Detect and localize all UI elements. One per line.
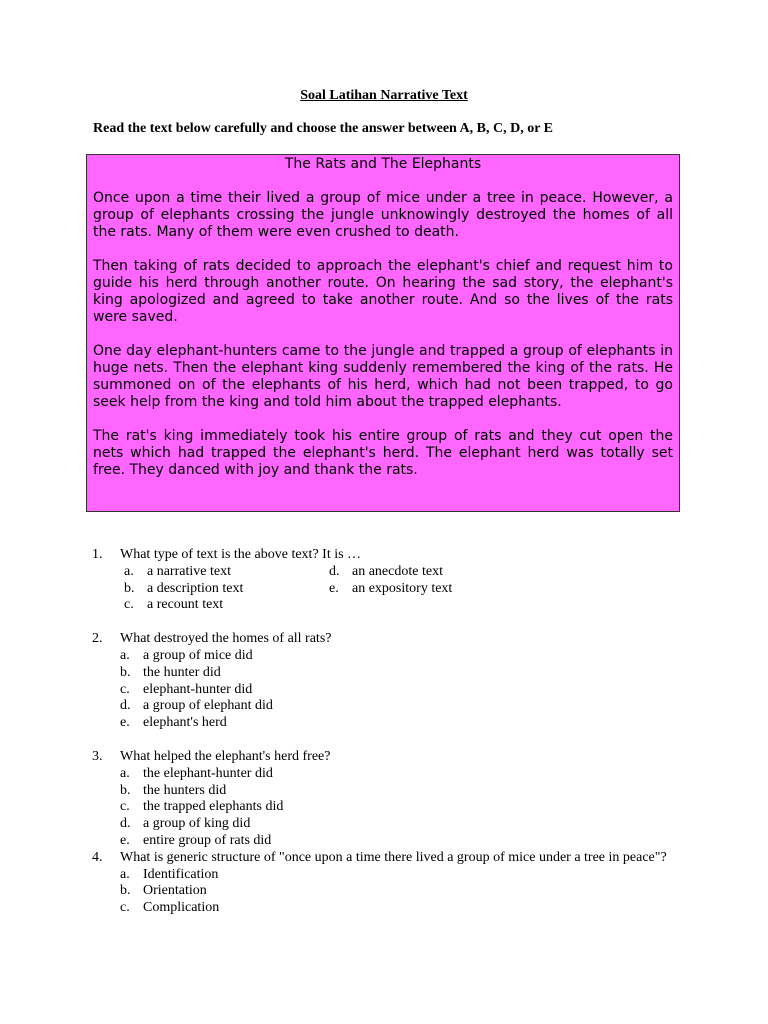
option-text: entire group of rats did [143, 832, 272, 848]
option-letter: d. [120, 816, 131, 832]
answer-option [120, 883, 692, 900]
option-text: a description text [147, 580, 244, 596]
option-text: Identification [143, 866, 219, 882]
option-text: a recount text [147, 597, 224, 613]
answer-option [329, 564, 529, 581]
answer-option [120, 900, 692, 917]
page-title: Soal Latihan Narrative Text [300, 88, 468, 103]
option-letter: a. [120, 866, 130, 882]
option-letter: e. [329, 580, 339, 596]
answer-option [120, 867, 692, 884]
answer-option [120, 799, 692, 816]
option-text: a group of mice did [143, 647, 253, 663]
answer-options [120, 648, 692, 732]
question-text: What is generic structure of "once upon a time there lived a group of mice under a tree in peace"? [120, 849, 667, 865]
answer-option [329, 581, 529, 598]
option-letter: a. [120, 647, 130, 663]
option-letter: d. [329, 563, 340, 579]
question-item [92, 850, 692, 917]
question-number: 1. [92, 547, 103, 562]
answer-option [120, 783, 692, 800]
question-text: What destroyed the homes of all rats? [120, 631, 332, 647]
story-paragraph: One day elephant-hunters came to the jungle and trapped a group of elephants in huge nets. Then the elephant king suddenly remembered the king of the rats. He summoned on of the elephants of his herd, which had not been trapped, to go seek help from the king and told him about the trapped elephants. [93, 343, 673, 410]
question-number: 4. [92, 849, 103, 865]
option-text: a group of elephant did [143, 698, 273, 714]
option-letter: c. [120, 681, 130, 697]
option-letter: e. [120, 715, 130, 731]
question-text: What helped the elephant's herd free? [120, 748, 331, 764]
option-letter: c. [120, 900, 130, 916]
question-item [92, 547, 692, 614]
question-number: 2. [92, 631, 103, 647]
option-text: elephant-hunter did [143, 681, 253, 697]
answer-option [120, 766, 692, 783]
option-text: the elephant-hunter did [143, 765, 273, 781]
option-letter: b. [120, 883, 131, 899]
answer-option [124, 564, 329, 581]
answer-option [124, 581, 329, 598]
instruction-text: Read the text below carefully and choose the answer between A, B, C, D, or E [93, 121, 554, 136]
story-paragraph: Then taking of rats decided to approach the elephant's chief and request him to guide his herd through another route. On hearing the sad story, the elephant's king apologized and agreed to take another route. And so the lives of the rats were saved. [93, 258, 673, 325]
question-number: 3. [92, 748, 103, 764]
option-letter: b. [124, 580, 135, 596]
option-text: the hunter did [143, 664, 221, 680]
option-text: an anecdote text [352, 563, 443, 579]
answer-options [120, 766, 692, 850]
option-letter: b. [120, 664, 131, 680]
option-letter: d. [120, 698, 131, 714]
question-list [92, 547, 692, 917]
option-text: a narrative text [147, 563, 231, 579]
answer-option [124, 597, 329, 614]
option-letter: b. [120, 782, 131, 798]
option-letter: e. [120, 832, 130, 848]
option-letter: c. [124, 597, 134, 613]
question-text: What type of text is the above text? It is … [120, 547, 362, 562]
answer-option [120, 648, 692, 665]
option-letter: a. [120, 765, 130, 781]
option-text: the hunters did [143, 782, 227, 798]
option-letter: c. [120, 799, 130, 815]
option-text: an expository text [352, 580, 453, 596]
answer-options [120, 867, 692, 917]
answer-option [120, 833, 692, 850]
option-letter: a. [124, 563, 134, 579]
option-text: a group of king did [143, 816, 251, 832]
answer-option [120, 682, 692, 699]
story-title: The Rats and The Elephants [284, 156, 482, 172]
answer-option [120, 715, 692, 732]
answer-option [120, 698, 692, 715]
answer-option [120, 816, 692, 833]
question-item [92, 631, 692, 732]
story-paragraph: Once upon a time their lived a group of mice under a tree in peace. However, a group of elephants crossing the jungle unknowingly destroyed the homes of all the rats. Many of them were even crushed to death. [93, 190, 673, 240]
option-text: Complication [143, 900, 220, 916]
option-text: elephant's herd [143, 715, 227, 731]
answer-options [124, 564, 692, 614]
option-text: Orientation [143, 883, 207, 899]
option-text: the trapped elephants did [143, 799, 284, 815]
story-paragraph: The rat's king immediately took his entire group of rats and they cut open the nets which had trapped the elephant's herd. The elephant herd was totally set free. They danced with joy and thank the rats. [93, 428, 673, 478]
answer-option [120, 665, 692, 682]
story-box [86, 154, 680, 512]
question-item [92, 749, 692, 850]
